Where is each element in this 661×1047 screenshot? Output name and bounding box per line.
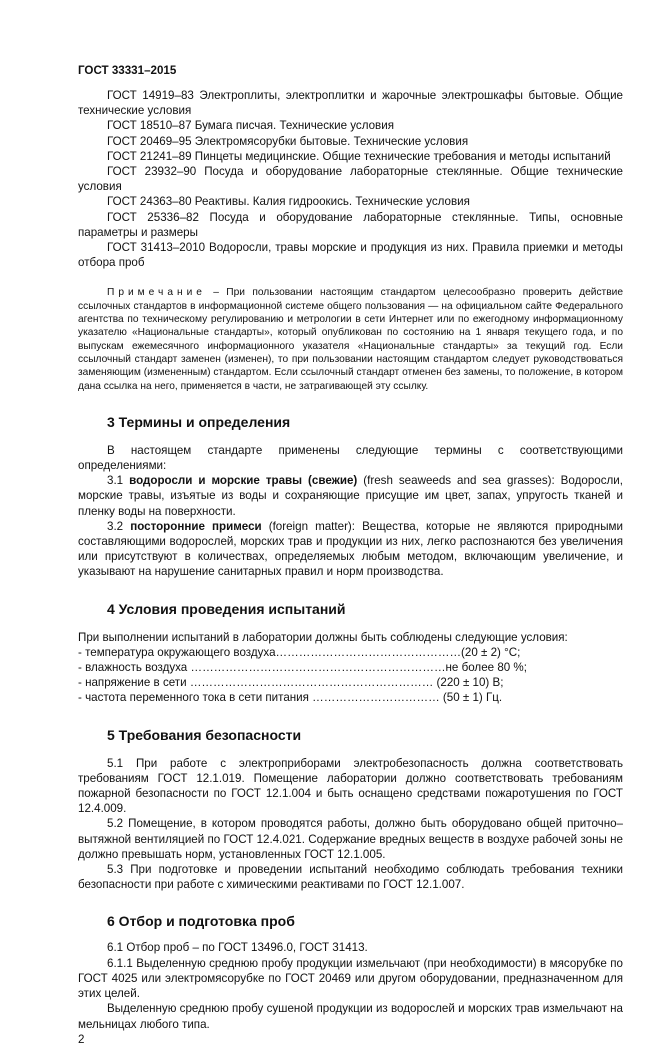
section-heading: 4 Условия проведения испытаний xyxy=(107,600,346,617)
term-definition: (foreign matter): Вещества, которые не являются природными составляющими водорослей, морских трав и продукции из них, легко распознаются без увеличения или присутствуют в количествах, определяемых любым методом, включающим увеличение, и указывают на нарушение санитарных правил и норм производства. xyxy=(78,519,623,579)
reference-item: ГОСТ 21241–89 Пинцеты медицинские. Общие технические требования и методы испытаний xyxy=(107,149,611,163)
condition-row xyxy=(78,690,623,705)
term-definition: (fresh seaweeds and sea grasses): Водоросли, морские травы, изъятые из воды и сохраняющие присущие им цвет, запах, упругость тканей и пленку воды на поверхности. xyxy=(78,474,623,518)
note-label: Примечание xyxy=(107,287,206,299)
reference-item: ГОСТ 24363–80 Реактивы. Калия гидроокись. Технические условия xyxy=(107,195,470,209)
term: водоросли и морские травы (свежие) xyxy=(129,474,358,488)
note xyxy=(78,286,623,392)
page-number: 2 xyxy=(78,1032,85,1046)
section-4 xyxy=(78,600,623,706)
section-intro: При выполнении испытаний в лаборатории должны быть соблюдены следующие условия: xyxy=(78,630,568,644)
paragraph: Выделенную среднюю пробу сушеной продукции из водорослей и морских трав измельчают на мельницах любого типа. xyxy=(78,1002,623,1031)
paragraph: 6.1.1 Выделенную среднюю пробу продукции измельчают (при необходимости) в мясорубке по ГОСТ 4025 или электромясорубке по ГОСТ 20469 или другом оборудовании, предназначенном для этих целей. xyxy=(78,956,623,1001)
section-6 xyxy=(78,912,623,1046)
term-number: 3.1 xyxy=(107,474,130,488)
reference-item: ГОСТ 23932–90 Посуда и оборудование лабораторные стеклянные. Общие технические условия xyxy=(78,165,623,194)
paragraph: 6.1 Отбор проб – по ГОСТ 13496.0, ГОСТ 31413. xyxy=(107,941,368,955)
reference-item: ГОСТ 25336–82 Посуда и оборудование лабораторные стеклянные. Типы, основные параметры и размеры xyxy=(78,210,623,239)
condition-value: (20 ± 2) °С; xyxy=(461,645,521,659)
paragraph: 5.3 При подготовке и проведении испытаний необходимо соблюдать требования техники безопасности при работе с химическими реактивами по ГОСТ 12.1.007. xyxy=(78,863,623,892)
document-page xyxy=(78,0,623,1047)
section-heading: 5 Требования безопасности xyxy=(107,726,302,743)
reference-item: ГОСТ 18510–87 Бумага писчая. Технические условия xyxy=(107,119,394,133)
term: посторонние примеси xyxy=(130,519,262,533)
term-entry xyxy=(78,519,623,580)
term-entry xyxy=(78,473,623,519)
section-heading: 3 Термины и определения xyxy=(107,413,291,430)
condition-row xyxy=(78,645,623,660)
section-intro: В настоящем стандарте применены следующие термины с соответствующими определениями: xyxy=(78,443,623,473)
condition-row xyxy=(78,675,623,690)
leader-dots: ………………………………………………………… xyxy=(190,661,446,675)
condition-label: - напряжение в сети xyxy=(78,676,190,690)
document-header: ГОСТ 33331–2015 xyxy=(78,64,177,77)
section-heading: 6 Отбор и подготовка проб xyxy=(107,913,295,930)
leader-dots: ……………………………………………………… xyxy=(189,676,437,690)
condition-label: - частота переменного тока в сети питания xyxy=(78,691,313,705)
condition-value: (50 ± 1) Гц. xyxy=(442,691,503,705)
leader-dots: ………………………………………… xyxy=(275,645,462,659)
note-text: – При пользовании настоящим стандартом целесообразно проверить действие ссылочных стандартов в информационной системе общего пользования — на официальном сайте Федерального агентства по техническому регулированию и метрологии в сети Интернет или по ежегодному информационному указателю «Национальные стандарты», который опубликован по состоянию на 1 января текущего года, и по выпускам ежемесячного информационного указателя «Национальные стандарты» за текущий год. Если ссылочный стандарт заменен (изменен), то при пользовании настоящим стандартом следует руководствоваться заменяющим (измененным) стандартом. Если ссылочный стандарт отменен без замены, то положение, в котором дана ссылка на него, применяется в части, не затрагивающей эту ссылку. xyxy=(78,287,623,392)
condition-label: - влажность воздуха xyxy=(78,661,191,675)
term-number: 3.2 xyxy=(107,519,131,533)
section-3 xyxy=(78,413,623,580)
condition-row xyxy=(78,660,623,675)
reference-item: ГОСТ 20469–95 Электромясорубки бытовые. Технические условия xyxy=(107,134,469,148)
section-5 xyxy=(78,726,623,893)
reference-item: ГОСТ 31413–2010 Водоросли, травы морские и продукция из них. Правила приемки и методы отбора проб xyxy=(78,241,623,270)
reference-item: ГОСТ 14919–83 Электроплиты, электроплитки и жарочные электрошкафы бытовые. Общие технические условия xyxy=(78,89,623,118)
paragraph: 5.2 Помещение, в котором проводятся работы, должно быть оборудовано общей приточно–вытяжной вентиляцией по ГОСТ 12.4.021. Содержание вредных веществ в воздухе рабочей зоны не должно превышать норм, установленных ГОСТ 12.1.005. xyxy=(78,817,623,861)
condition-value: не более 80 %; xyxy=(445,661,527,675)
references-list xyxy=(78,88,623,270)
leader-dots: …………………………… xyxy=(312,691,443,705)
paragraph: 5.1 При работе с электроприборами электробезопасность должна соответствовать требованиям ГОСТ 12.1.019. Помещение лаборатории должно соответствовать требованиям пожарной безопасности по ГОСТ 12.1.004 и быть оснащено средствами пожаротушения по ГОСТ 12.4.009. xyxy=(78,756,623,816)
condition-label: - температура окружающего воздуха xyxy=(78,645,276,659)
condition-value: (220 ± 10) В; xyxy=(436,676,504,690)
